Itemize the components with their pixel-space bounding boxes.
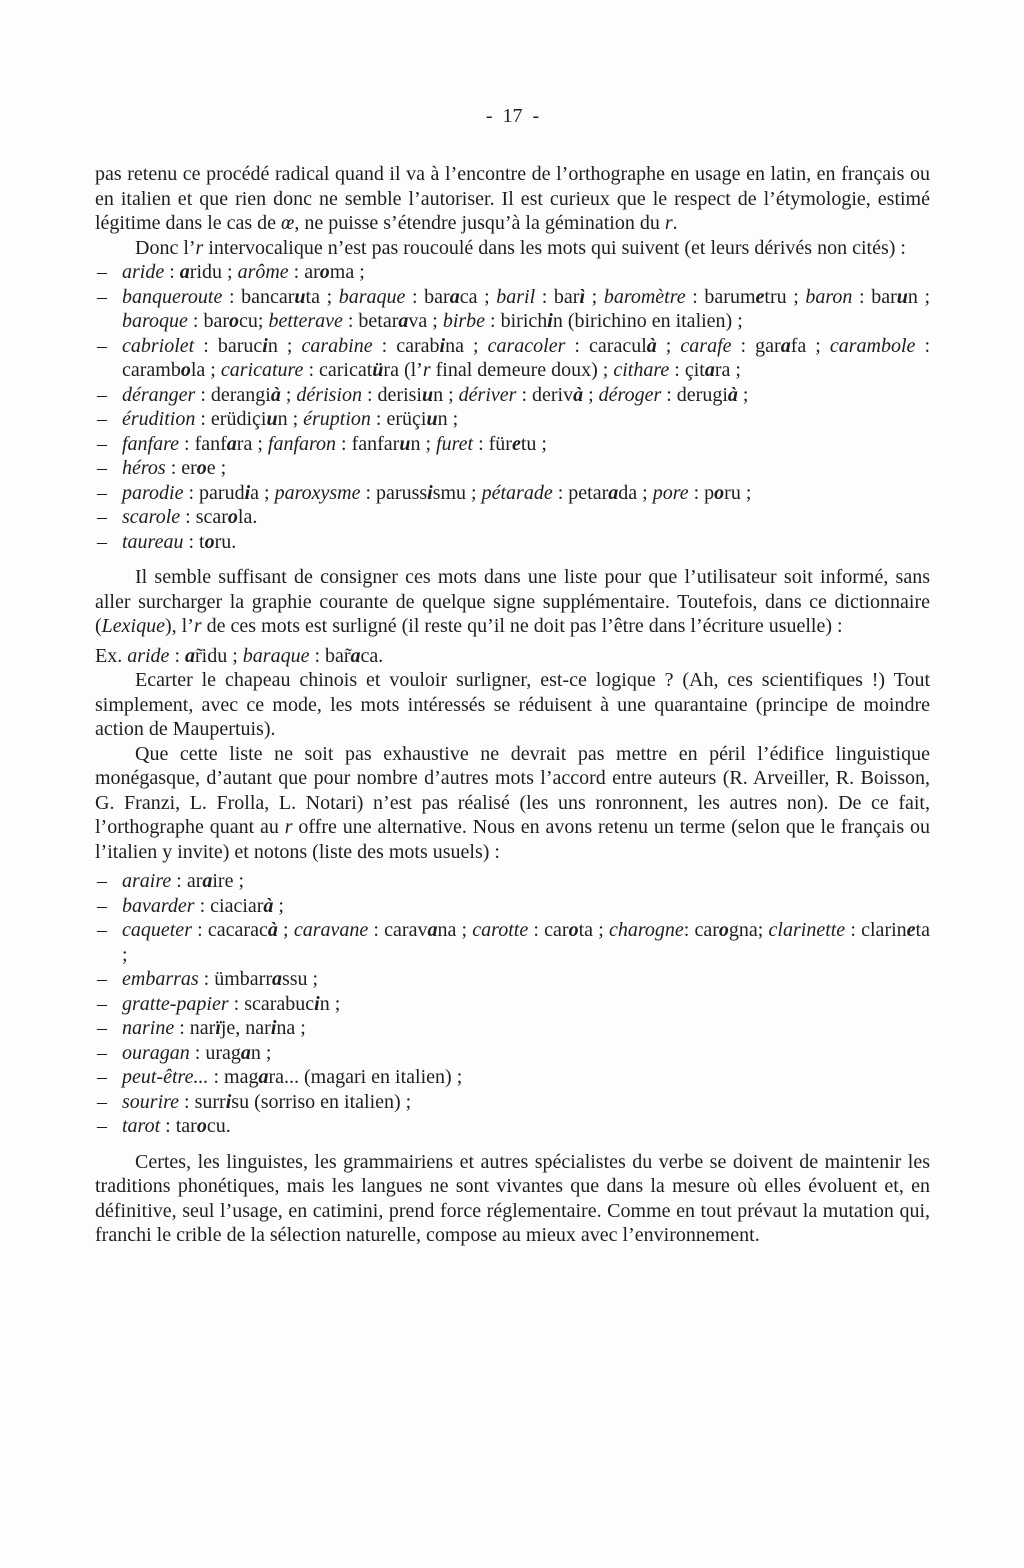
text-segment: o	[196, 1115, 207, 1137]
list-dash: –	[97, 1090, 107, 1113]
text-segment: i	[427, 481, 433, 504]
text-segment: a	[398, 310, 409, 332]
text-segment: déroger	[598, 383, 662, 406]
text-segment: n ;	[267, 334, 302, 357]
text-segment: : caramb	[122, 334, 931, 381]
text-segment: na ;	[437, 919, 473, 941]
text-segment: e	[511, 432, 521, 455]
text-segment: : ar	[288, 261, 320, 283]
list-dash: –	[97, 432, 107, 455]
text-segment: : bar	[852, 285, 897, 308]
text-segment: : bar	[535, 285, 580, 308]
text-segment: carotte	[472, 919, 529, 941]
list-dash: –	[97, 457, 107, 479]
text-segment: embarras	[122, 968, 199, 990]
text-segment: final demeure doux) ;	[430, 359, 614, 381]
text-segment: cu.	[206, 1115, 231, 1137]
list-item	[95, 334, 930, 383]
text-segment: furet	[436, 432, 474, 455]
text-segment: : erüdiçi	[195, 408, 267, 430]
text-segment: r̃idu ;	[195, 644, 243, 667]
text-segment: r	[195, 236, 204, 259]
list-item	[95, 1065, 930, 1090]
text-segment: : clarin	[845, 919, 907, 941]
text-segment: : carav	[368, 919, 428, 941]
text-segment: fa ;	[790, 334, 830, 357]
paragraph	[95, 565, 930, 639]
text-segment: a	[704, 359, 715, 381]
text-segment: dériver	[458, 383, 517, 406]
text-segment: ouragan	[122, 1041, 190, 1064]
text-segment: r	[193, 615, 202, 637]
text-segment: u	[421, 383, 434, 406]
paragraph	[95, 236, 930, 261]
text-segment: a ;	[250, 481, 275, 504]
text-segment: arôme	[237, 261, 289, 283]
text-segment: héros	[122, 457, 166, 479]
text-segment: charogne	[608, 919, 684, 941]
text-segment: a	[449, 285, 460, 308]
text-segment: carambole	[829, 334, 916, 357]
text-segment: : ciaciar	[194, 894, 264, 917]
text-segment: r	[422, 359, 431, 381]
text-segment: n ;	[250, 1041, 272, 1064]
text-segment: n ;	[907, 285, 931, 308]
text-segment: :	[164, 261, 180, 283]
text-segment: caricature	[220, 359, 304, 381]
list-item	[95, 894, 930, 919]
text-segment: de ces mots est surligné (il reste qu’il ne doit pas l’être dans l’écriture usuelle) :	[201, 615, 843, 637]
text-segment: ;	[280, 383, 297, 406]
text-segment: : er	[165, 457, 197, 479]
text-segment: o	[196, 457, 207, 479]
text-segment: ridu ;	[189, 261, 238, 283]
text-segment: ra (l’	[383, 359, 423, 381]
text-segment: : gar	[731, 334, 781, 357]
text-segment: à	[573, 383, 584, 406]
text-segment: caravane	[293, 919, 369, 941]
text-segment: : derisi	[361, 383, 422, 406]
text-segment: : çit	[669, 359, 705, 381]
text-segment: i	[547, 310, 553, 332]
text-segment: ra ;	[236, 432, 268, 455]
text-segment: Donc l’	[135, 236, 196, 259]
text-segment: ;	[656, 334, 681, 357]
text-segment: baraque	[338, 285, 406, 308]
text-segment: : bar	[405, 285, 450, 308]
text-segment: offre une alternative. Nous en avons retenu un terme (selon que le français ou l’italien y invite) et notons (liste des mots usuels) :	[95, 816, 930, 863]
text-segment: : car	[528, 919, 569, 941]
text-segment: peut-être...	[122, 1066, 209, 1088]
text-segment: baroque	[122, 310, 188, 332]
text-segment: u	[399, 432, 411, 455]
text-segment: pas retenu ce procédé radical quand il va à l’encontre de l’orthographe en usage en latin, en français ou en italien et que rien donc ne semble l’autoriser. Il est curieux que le respect de l’étymologie, estimé légitime dans le cas de	[95, 163, 930, 234]
text-segment: baril	[496, 285, 536, 308]
text-segment: carafe	[680, 334, 732, 357]
text-segment: : parud	[183, 481, 245, 504]
text-segment: narine	[122, 1017, 175, 1039]
text-segment: i	[439, 334, 446, 357]
text-segment: ), l’	[164, 615, 194, 637]
list-item	[95, 1114, 930, 1139]
text-segment: da ;	[618, 481, 653, 504]
text-segment: va ;	[408, 310, 443, 332]
text-segment: : mag	[208, 1066, 259, 1088]
text-segment: e	[906, 919, 916, 941]
text-segment: : barum	[685, 285, 756, 308]
text-segment: : bar	[187, 310, 230, 332]
text-segment: aride	[127, 644, 170, 667]
list-item	[95, 383, 930, 408]
text-segment: clarinette	[768, 919, 846, 941]
text-segment: o	[568, 919, 579, 941]
text-segment: : fanfar	[336, 432, 400, 455]
text-segment: ca.	[360, 644, 384, 667]
text-segment: o	[227, 506, 238, 528]
text-segment: à	[270, 383, 281, 406]
text-segment: a	[427, 919, 438, 941]
list-item	[95, 992, 930, 1017]
text-segment: e	[755, 285, 765, 308]
text-segment: Que cette liste ne soit pas exhaustive ne devrait pas mettre en péril l’édifice linguistique monégasque, d’autant que pour nombre d’autres mots l’accord entre auteurs (R. Arveiller, R. Boisson, G. Franzi, L. Frolla, L. Notari) n’est pas réalisé (les uns ronronnent, les autres non). De ce fait, l’orthographe quant au	[95, 742, 930, 838]
text-segment: carabine	[301, 334, 373, 357]
text-segment: : baruc	[194, 334, 263, 357]
list-dash: –	[97, 1115, 107, 1137]
text-segment: fanfaron	[267, 432, 337, 455]
list-dash: –	[97, 919, 107, 941]
list-dash: –	[97, 870, 107, 892]
text-segment: o	[718, 919, 729, 941]
text-segment: r	[664, 212, 673, 234]
text-segment: pétarade	[481, 481, 553, 504]
text-segment: à	[263, 894, 274, 917]
text-segment: déranger	[122, 383, 196, 406]
text-segment: : caracul	[565, 334, 647, 357]
text-segment: : urag	[189, 1041, 241, 1064]
text-segment: a	[202, 870, 213, 892]
text-segment: dérision	[296, 383, 362, 406]
text-segment: ta ;	[305, 285, 339, 308]
text-segment: ;	[583, 383, 599, 406]
text-segment: sourire	[122, 1090, 180, 1113]
text-segment: u	[896, 285, 908, 308]
text-segment: r	[284, 816, 293, 838]
text-segment: : ar	[171, 870, 203, 892]
text-segment: a	[271, 968, 282, 990]
text-segment: a	[185, 644, 195, 667]
text-segment: : tar	[160, 1115, 197, 1137]
text-segment: na ;	[445, 334, 488, 357]
list-item	[95, 967, 930, 992]
list-item	[95, 407, 930, 432]
list-item	[95, 1016, 930, 1041]
list-item	[95, 869, 930, 894]
text-segment: : scar	[180, 506, 228, 528]
list-dash: –	[97, 530, 107, 553]
text-segment: o	[180, 359, 191, 381]
text-segment: smu ;	[432, 481, 482, 504]
text-segment: la ;	[190, 359, 221, 381]
text-segment: : derugi	[661, 383, 728, 406]
text-segment: .	[672, 212, 678, 234]
text-segment: : fanf	[179, 432, 227, 455]
text-segment: ra ;	[714, 359, 741, 381]
text-segment: je, nar	[220, 1017, 271, 1039]
text-segment: i	[314, 992, 320, 1015]
text-segment: birbe	[442, 310, 486, 332]
text-segment: araire	[122, 870, 172, 892]
text-segment: ;	[737, 383, 749, 406]
text-segment: ma ;	[329, 261, 365, 283]
text-segment: a	[608, 481, 619, 504]
text-segment: : bar̃	[309, 644, 351, 667]
text-segment: caqueter	[122, 919, 192, 941]
text-segment: : cacarac	[191, 919, 268, 941]
text-segment: a	[240, 1041, 251, 1064]
text-segment: u	[294, 285, 306, 308]
list-dash: –	[97, 1041, 107, 1064]
text-segment: e ;	[206, 457, 227, 479]
list-dash: –	[97, 968, 107, 990]
text-segment: : scarabuc	[228, 992, 315, 1015]
text-segment: : derangi	[195, 383, 271, 406]
text-segment: n (birichino en italien) ;	[552, 310, 743, 332]
text-segment: ru ;	[724, 481, 752, 504]
text-segment: o	[204, 530, 215, 553]
text-segment: : caricat	[303, 359, 373, 381]
text-segment: caracoler	[487, 334, 566, 357]
text-segment: intervocalique n’est pas roucoulé dans les mots qui suivent (et leurs dérivés non cités) :	[203, 236, 906, 259]
text-segment: i	[244, 481, 251, 504]
text-segment: :	[169, 644, 185, 667]
text-segment: ;	[585, 285, 604, 308]
example-line	[95, 644, 930, 669]
text-segment: baromètre	[603, 285, 686, 308]
text-segment: ï	[215, 1017, 221, 1039]
text-segment: u	[266, 408, 278, 430]
text-segment: tu ;	[520, 432, 547, 455]
list-item	[95, 1041, 930, 1066]
text-segment: à	[727, 383, 738, 406]
text-segment: cabriolet	[122, 334, 195, 357]
list-item	[95, 505, 930, 530]
list-dash: –	[97, 894, 107, 917]
text-segment: bavarder	[122, 894, 195, 917]
list-dash: –	[97, 1066, 107, 1088]
text-segment: ü	[372, 359, 384, 381]
text-segment: a	[780, 334, 791, 357]
text-segment: : birich	[485, 310, 548, 332]
list-item	[95, 456, 930, 481]
text-segment: érudition	[122, 408, 196, 430]
text-segment: paroxysme	[274, 481, 361, 504]
text-segment: : erüçi	[370, 408, 427, 430]
text-segment: aride	[122, 261, 165, 283]
text-segment: : p	[688, 481, 715, 504]
paragraph	[95, 668, 930, 742]
text-segment: betterave	[268, 310, 343, 332]
text-segment: baron	[805, 285, 853, 308]
text-segment: ru.	[214, 530, 237, 553]
paragraph	[95, 1150, 930, 1248]
text-segment: ta ;	[122, 919, 930, 966]
text-segment: i	[225, 1090, 232, 1113]
text-segment: : surr	[179, 1090, 226, 1113]
text-segment: ta ;	[578, 919, 609, 941]
text-segment: ra... (magari en italien) ;	[268, 1066, 463, 1088]
text-segment: tru ;	[764, 285, 806, 308]
text-segment: parodie	[122, 481, 184, 504]
text-segment: : für	[473, 432, 512, 455]
list-item	[95, 260, 930, 285]
text-segment: pore	[652, 481, 689, 504]
text-segment: tarot	[122, 1115, 161, 1137]
text-segment: o	[229, 310, 240, 332]
text-segment: : nar	[174, 1017, 216, 1039]
list-dash: –	[97, 992, 107, 1015]
text-segment: fanfare	[122, 432, 180, 455]
text-segment: : car	[683, 919, 719, 941]
text-segment: scarole	[122, 506, 181, 528]
text-segment: œ	[281, 212, 295, 234]
text-segment: à	[267, 919, 278, 941]
text-segment: ;	[273, 894, 284, 917]
text-segment: éruption	[303, 408, 371, 430]
text-segment: à	[646, 334, 657, 357]
list-item	[95, 432, 930, 457]
text-segment: na ;	[276, 1017, 306, 1039]
text-segment: baraque	[242, 644, 310, 667]
text-segment: ì	[579, 285, 586, 308]
text-segment: ssu ;	[281, 968, 319, 990]
text-segment: Certes, les linguistes, les grammairiens et autres spécialistes du verbe se doivent de maintenir les traditions phonétiques, mais les langues ne sont vivantes que dans la mesure où elles évoluent et, en définitive, seul l’usage, en catimini, prend force réglementaire. Comme en tout prévaut la mutation qui, franchi le crible de la sélection naturelle, compose au mieux avec l’environnement.	[95, 1150, 930, 1246]
text-segment: , ne puisse s’étendre jusqu’à la gémination du	[294, 212, 665, 234]
text-segment: : betar	[342, 310, 399, 332]
page-number: - 17 -	[485, 105, 540, 127]
text-segment: i	[262, 334, 268, 357]
text-segment: : deriv	[516, 383, 574, 406]
list-dash: –	[97, 261, 107, 283]
text-segment: banqueroute	[122, 285, 223, 308]
text-segment: gratte-papier	[122, 992, 229, 1015]
text-segment: n ;	[319, 992, 341, 1015]
text-segment: ire ;	[212, 870, 245, 892]
page-content	[95, 162, 930, 1248]
text-segment: su (sorriso en italien) ;	[231, 1090, 412, 1113]
text-segment: a	[179, 261, 190, 283]
text-segment: u	[426, 408, 438, 430]
list-dash: –	[97, 334, 107, 357]
text-segment: n ;	[437, 408, 459, 430]
text-segment: taureau	[122, 530, 184, 553]
list-dash: –	[97, 408, 107, 430]
text-segment: : paruss	[360, 481, 428, 504]
text-segment: gna;	[728, 919, 769, 941]
text-segment: Ex.	[95, 644, 128, 667]
text-segment: o	[714, 481, 725, 504]
text-segment: n ;	[433, 383, 459, 406]
list-dash: –	[97, 285, 107, 308]
text-segment: o	[319, 261, 330, 283]
text-segment: Il semble suffisant de consigner ces mots dans une liste pour que l’utilisateur soit informé, sans aller surcharger la graphie courante de quelque signe supplémentaire. Toutefois, dans ce dictionnaire (	[95, 566, 930, 637]
text-segment: i	[270, 1017, 277, 1039]
text-segment: a	[350, 644, 361, 667]
text-segment: n ;	[277, 408, 304, 430]
text-segment: a	[226, 432, 237, 455]
text-segment: : ümbarr	[198, 968, 272, 990]
paragraph	[95, 162, 930, 236]
text-segment: : petar	[552, 481, 609, 504]
text-segment: ;	[277, 919, 294, 941]
text-segment: cu;	[239, 310, 269, 332]
list-item	[95, 530, 930, 555]
list-item	[95, 285, 930, 334]
list-dash: –	[97, 1017, 107, 1039]
text-segment: ca ;	[459, 285, 497, 308]
list-dash: –	[97, 383, 107, 406]
text-segment: : carab	[372, 334, 440, 357]
text-segment: n ;	[410, 432, 437, 455]
list-item	[95, 1090, 930, 1115]
text-segment: : t	[183, 530, 205, 553]
text-segment: la.	[237, 506, 258, 528]
list-dash: –	[97, 506, 107, 528]
text-segment: a	[258, 1066, 269, 1088]
paragraph	[95, 742, 930, 865]
text-segment: : bancar	[222, 285, 295, 308]
text-segment: Lexique	[101, 615, 165, 637]
list-item	[95, 481, 930, 506]
list-item	[95, 918, 930, 967]
text-segment: cithare	[613, 359, 670, 381]
list-dash: –	[97, 481, 107, 504]
text-segment: Ecarter le chapeau chinois et vouloir surligner, est-ce logique ? (Ah, ces scientifiques !) Tout simplement, avec ce mode, les mots intéressés se réduisent à une quarantaine (principe de moindre action de Maupertuis).	[95, 669, 930, 740]
